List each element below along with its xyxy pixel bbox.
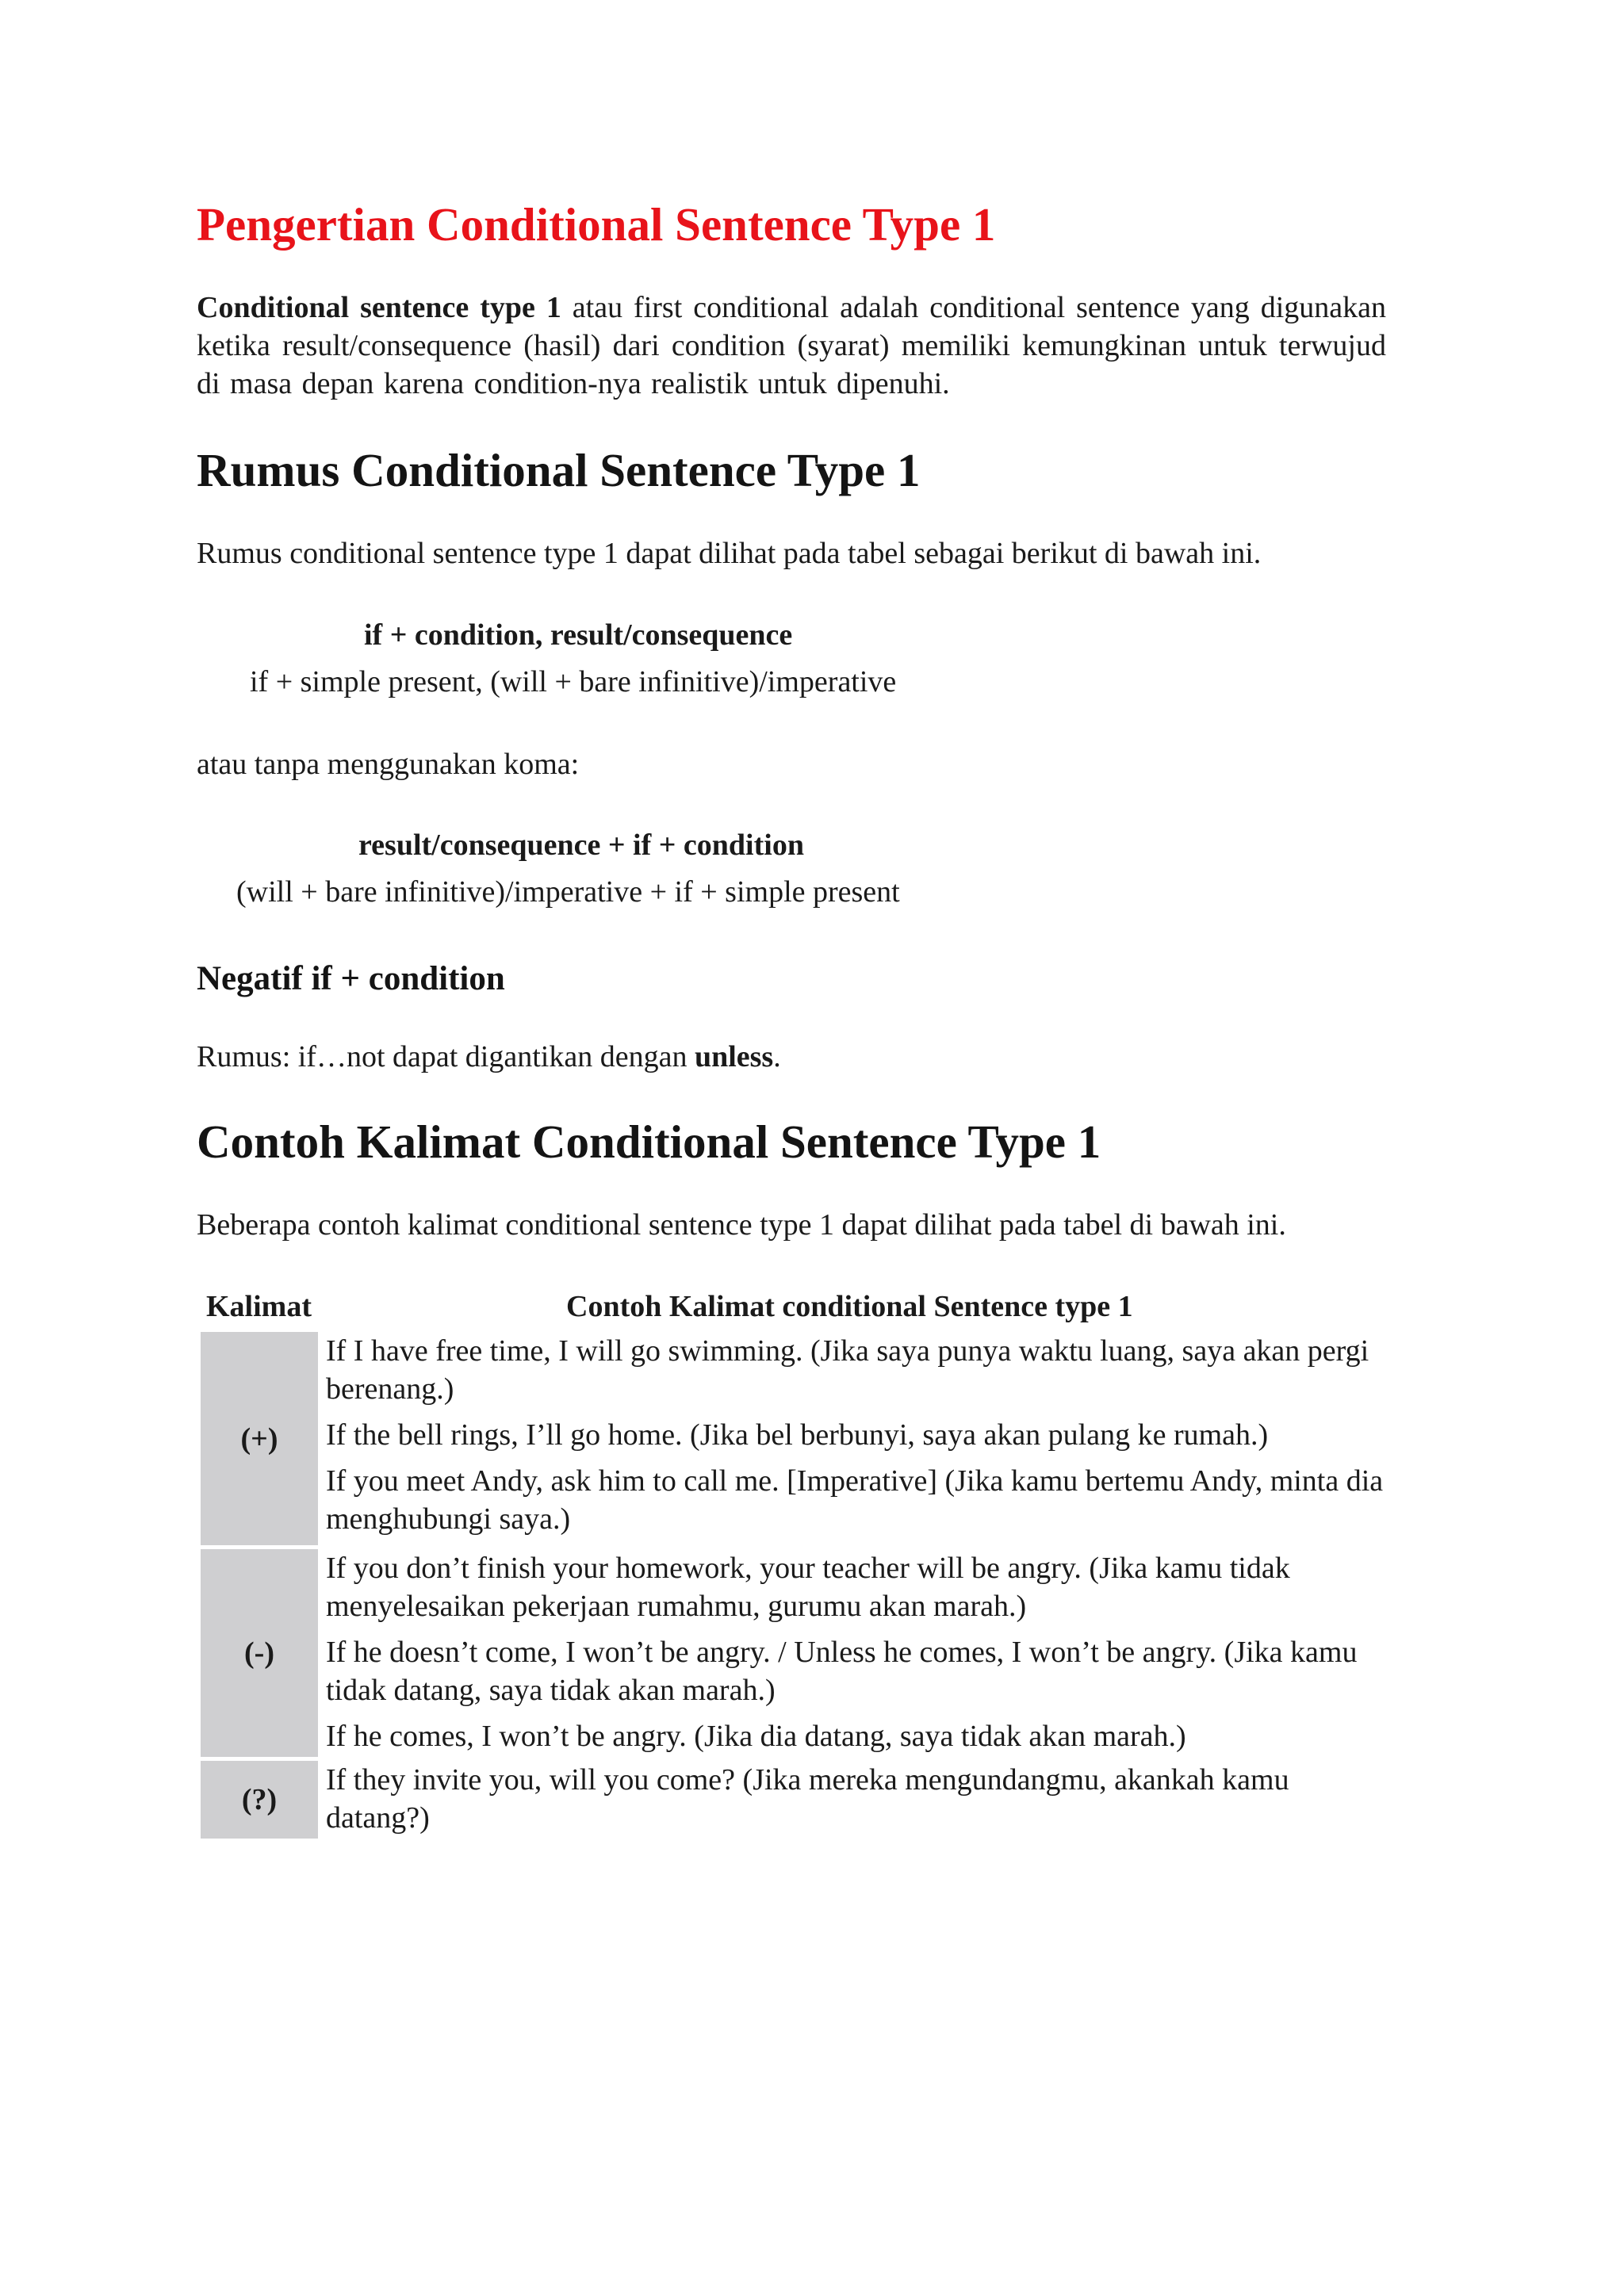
rumus-unless-line [197, 1038, 781, 1076]
row-examples-positive [326, 1332, 1388, 1546]
negatif-title: Negatif if + condition [197, 960, 505, 997]
example-positive-3: If you meet Andy, ask him to call me. [Imperative] (Jika kamu bertemu Andy, minta dia menghubungi saya.) [326, 1464, 1384, 1536]
formula1-detail: if + simple present, (will + bare infinitive)/imperative [250, 665, 897, 698]
contoh-intro: Beberapa contoh kalimat conditional sentence type 1 dapat dilihat pada tabel di bawah ini. [197, 1208, 1286, 1242]
unless-keyword: unless [694, 1040, 774, 1073]
rumus-unless-suffix: . [773, 1040, 781, 1073]
pengertian-paragraph [197, 289, 1386, 403]
example-negative-1: If you don’t finish your homework, your teacher will be angry. (Jika kamu tidak menyelesaikan pekerjaan rumahmu, gurumu akan marah.) [326, 1552, 1290, 1623]
example-positive-1: If I have free time, I will go swimming. (Jika saya punya waktu luang, saya akan pergi berenang.) [326, 1334, 1369, 1406]
pengertian-text: atau first conditional adalah conditional sentence yang digunakan ketika result/consequence (hasil) dari condition (syarat) memiliki kemungkinan untuk terwujud di masa depan karena condition-nya realistik untuk dipenuhi. [197, 291, 1387, 400]
row-examples-negative [326, 1549, 1388, 1763]
formula2-detail: (will + bare infinitive)/imperative + if + simple present [236, 875, 900, 909]
section-title-rumus: Rumus Conditional Sentence Type 1 [197, 444, 921, 496]
row-label-negative: (-) [201, 1549, 318, 1757]
section-title-contoh: Contoh Kalimat Conditional Sentence Type 1 [197, 1115, 1101, 1168]
example-positive-2: If the bell rings, I’ll go home. (Jika bel berbunyi, saya akan pulang ke rumah.) [326, 1418, 1269, 1452]
example-question-1: If they invite you, will you come? (Jika mereka mengundangmu, akankah kamu datang?) [326, 1763, 1289, 1835]
example-negative-2: If he doesn’t come, I won’t be angry. / Unless he comes, I won’t be angry. (Jika kamu tidak datang, saya tidak akan marah.) [326, 1636, 1358, 1707]
section-title-pengertian: Pengertian Conditional Sentence Type 1 [197, 198, 996, 251]
pengertian-bold-term: Conditional sentence type 1 [197, 291, 561, 324]
example-negative-3: If he comes, I won’t be angry. (Jika dia datang, saya tidak akan marah.) [326, 1720, 1186, 1753]
row-label-positive: (+) [201, 1332, 318, 1545]
row-examples-question [326, 1761, 1388, 1845]
table-header-contoh: Contoh Kalimat conditional Sentence type 1 [566, 1290, 1133, 1323]
formula1-head: if + condition, result/consequence [364, 618, 793, 652]
comma-note: atau tanpa menggunakan koma: [197, 748, 580, 781]
formula2-head: result/consequence + if + condition [358, 828, 804, 862]
rumus-unless-prefix: Rumus: if…not dapat digantikan dengan [197, 1040, 695, 1073]
table-header-kalimat: Kalimat [206, 1290, 312, 1323]
rumus-intro: Rumus conditional sentence type 1 dapat dilihat pada tabel sebagai berikut di bawah ini. [197, 537, 1262, 570]
row-label-question: (?) [201, 1761, 318, 1839]
